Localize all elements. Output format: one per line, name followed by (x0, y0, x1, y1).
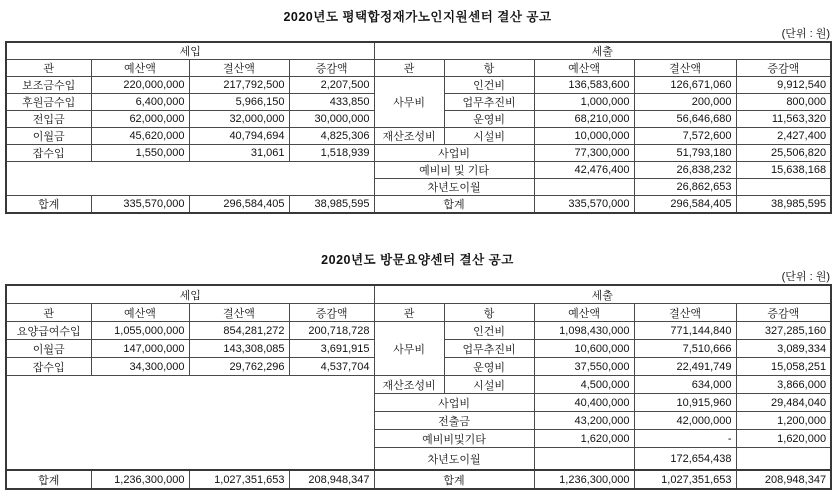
amount-cell: 40,400,000 (534, 394, 634, 412)
amount-cell: 1,550,000 (91, 145, 189, 162)
amount-cell: 10,915,960 (634, 394, 736, 412)
amount-cell: 1,055,000,000 (91, 322, 189, 340)
amount-cell: 3,089,334 (736, 340, 831, 358)
category-cell: 사무비 (374, 77, 444, 128)
subcategory-cell: 업무추진비 (444, 94, 534, 111)
amount-cell: 6,400,000 (91, 94, 189, 111)
section-header-row (6, 42, 831, 60)
amount-cell (736, 448, 831, 471)
amount-cell: 200,718,728 (289, 322, 374, 340)
category-cell: 잡수입 (6, 358, 91, 376)
amount-cell: 40,794,694 (189, 128, 289, 145)
amount-cell: 77,300,000 (534, 145, 634, 162)
column-header: 관 (6, 304, 91, 322)
total-label-cell: 합계 (374, 470, 534, 489)
column-header: 결산액 (634, 304, 736, 322)
amount-cell: 7,510,666 (634, 340, 736, 358)
amount-cell: 335,570,000 (91, 196, 189, 214)
category-cell: 재산조성비 (374, 376, 444, 394)
amount-cell: 634,000 (634, 376, 736, 394)
section-header-row (6, 285, 831, 304)
subcategory-cell: 운영비 (444, 111, 534, 128)
table-row (6, 162, 831, 179)
table-row (6, 77, 831, 94)
amount-cell: 854,281,272 (189, 322, 289, 340)
amount-cell: 7,572,600 (634, 128, 736, 145)
amount-cell: 25,506,820 (736, 145, 831, 162)
category-cell: 사무비 (374, 322, 444, 376)
unit-label-1: (단위 : 원) (781, 28, 830, 40)
settlement-table-2 (5, 284, 832, 490)
amount-cell: 30,000,000 (289, 111, 374, 128)
amount-cell: 10,600,000 (534, 340, 634, 358)
expenditure-section-header: 세출 (374, 285, 831, 304)
amount-cell: 143,308,085 (189, 340, 289, 358)
empty-cell (6, 376, 374, 471)
column-header: 관 (6, 60, 91, 77)
amount-cell: 1,098,430,000 (534, 322, 634, 340)
amount-cell: 38,985,595 (736, 196, 831, 214)
amount-cell: 1,000,000 (534, 94, 634, 111)
column-header: 예산액 (534, 304, 634, 322)
amount-cell: 3,691,915 (289, 340, 374, 358)
amount-cell (534, 179, 634, 196)
amount-cell: 296,584,405 (189, 196, 289, 214)
amount-cell: 68,210,000 (534, 111, 634, 128)
amount-cell: 208,948,347 (736, 470, 831, 489)
amount-cell: 38,985,595 (289, 196, 374, 214)
column-header: 증감액 (289, 304, 374, 322)
table-row (6, 145, 831, 162)
unit-label-2: (단위 : 원) (781, 271, 830, 283)
column-header: 관 (374, 60, 444, 77)
amount-cell: 9,912,540 (736, 77, 831, 94)
column-header: 예산액 (91, 304, 189, 322)
category-cell: 보조금수입 (6, 77, 91, 94)
column-header: 항 (444, 304, 534, 322)
amount-cell: 1,620,000 (736, 430, 831, 448)
table-row (6, 322, 831, 340)
announcement-title-2: 2020년도 방문요양센터 결산 공고 (321, 253, 514, 267)
amount-cell: 45,620,000 (91, 128, 189, 145)
amount-cell: 22,491,749 (634, 358, 736, 376)
total-label-cell: 합계 (6, 196, 91, 214)
amount-cell: 3,866,000 (736, 376, 831, 394)
column-header: 증감액 (289, 60, 374, 77)
amount-cell: 4,825,306 (289, 128, 374, 145)
amount-cell: 1,236,300,000 (91, 470, 189, 489)
column-header: 관 (374, 304, 444, 322)
column-header-row (6, 304, 831, 322)
revenue-section-header: 세입 (6, 42, 374, 60)
amount-cell: 26,862,653 (634, 179, 736, 196)
column-header: 항 (444, 60, 534, 77)
amount-cell: 42,000,000 (634, 412, 736, 430)
amount-cell: 217,792,500 (189, 77, 289, 94)
amount-cell: 42,476,400 (534, 162, 634, 179)
category-cell: 이월금 (6, 340, 91, 358)
subcategory-cell: 인건비 (444, 77, 534, 94)
announcement-title-1: 2020년도 평택합정재가노인지원센터 결산 공고 (283, 10, 552, 24)
category-cell: 사업비 (374, 145, 534, 162)
settlement-table-1 (5, 41, 832, 214)
amount-cell: 136,583,600 (534, 77, 634, 94)
amount-cell: 5,966,150 (189, 94, 289, 111)
subcategory-cell: 인건비 (444, 322, 534, 340)
amount-cell: 43,200,000 (534, 412, 634, 430)
subcategory-cell: 시설비 (444, 376, 534, 394)
amount-cell: 800,000 (736, 94, 831, 111)
amount-cell: 1,518,939 (289, 145, 374, 162)
total-row (6, 470, 831, 489)
category-cell: 차년도이월 (374, 448, 534, 471)
column-header: 증감액 (736, 304, 831, 322)
category-cell: 예비비 및 기타 (374, 162, 534, 179)
category-cell: 후원금수입 (6, 94, 91, 111)
amount-cell: 220,000,000 (91, 77, 189, 94)
category-cell: 잡수입 (6, 145, 91, 162)
amount-cell: 51,793,180 (634, 145, 736, 162)
amount-cell: 15,638,168 (736, 162, 831, 179)
amount-cell: 147,000,000 (91, 340, 189, 358)
amount-cell: 31,061 (189, 145, 289, 162)
amount-cell: 200,000 (634, 94, 736, 111)
subcategory-cell: 운영비 (444, 358, 534, 376)
empty-cell (6, 162, 374, 196)
table-row (6, 128, 831, 145)
total-row (6, 196, 831, 214)
amount-cell: - (634, 430, 736, 448)
amount-cell: 26,838,232 (634, 162, 736, 179)
table-row (6, 376, 831, 394)
amount-cell: 29,762,296 (189, 358, 289, 376)
amount-cell: 126,671,060 (634, 77, 736, 94)
column-header-row (6, 60, 831, 77)
category-cell: 예비비및기타 (374, 430, 534, 448)
category-cell: 재산조성비 (374, 128, 444, 145)
amount-cell: 1,027,351,653 (634, 470, 736, 489)
amount-cell: 771,144,840 (634, 322, 736, 340)
column-header: 증감액 (736, 60, 831, 77)
amount-cell: 1,620,000 (534, 430, 634, 448)
amount-cell: 1,200,000 (736, 412, 831, 430)
amount-cell: 172,654,438 (634, 448, 736, 471)
subcategory-cell: 업무추진비 (444, 340, 534, 358)
amount-cell: 208,948,347 (289, 470, 374, 489)
column-header: 예산액 (91, 60, 189, 77)
amount-cell: 2,427,400 (736, 128, 831, 145)
amount-cell: 29,484,040 (736, 394, 831, 412)
column-header: 예산액 (534, 60, 634, 77)
amount-cell: 56,646,680 (634, 111, 736, 128)
category-cell: 요양급여수입 (6, 322, 91, 340)
amount-cell: 4,537,704 (289, 358, 374, 376)
amount-cell: 4,500,000 (534, 376, 634, 394)
amount-cell: 32,000,000 (189, 111, 289, 128)
amount-cell: 335,570,000 (534, 196, 634, 214)
amount-cell (534, 448, 634, 471)
amount-cell: 11,563,320 (736, 111, 831, 128)
amount-cell: 37,550,000 (534, 358, 634, 376)
amount-cell: 1,236,300,000 (534, 470, 634, 489)
column-header: 결산액 (189, 60, 289, 77)
amount-cell: 2,207,500 (289, 77, 374, 94)
amount-cell: 433,850 (289, 94, 374, 111)
amount-cell: 15,058,251 (736, 358, 831, 376)
amount-cell: 296,584,405 (634, 196, 736, 214)
category-cell: 사업비 (374, 394, 534, 412)
amount-cell: 327,285,160 (736, 322, 831, 340)
amount-cell: 10,000,000 (534, 128, 634, 145)
total-label-cell: 합계 (6, 470, 91, 489)
subcategory-cell: 시설비 (444, 128, 534, 145)
amount-cell: 62,000,000 (91, 111, 189, 128)
category-cell: 이월금 (6, 128, 91, 145)
column-header: 결산액 (634, 60, 736, 77)
total-label-cell: 합계 (374, 196, 534, 214)
category-cell: 전출금 (374, 412, 534, 430)
category-cell: 전입금 (6, 111, 91, 128)
amount-cell: 34,300,000 (91, 358, 189, 376)
amount-cell: 1,027,351,653 (189, 470, 289, 489)
amount-cell (736, 179, 831, 196)
revenue-section-header: 세입 (6, 285, 374, 304)
expenditure-section-header: 세출 (374, 42, 831, 60)
column-header: 결산액 (189, 304, 289, 322)
category-cell: 차년도이월 (374, 179, 534, 196)
